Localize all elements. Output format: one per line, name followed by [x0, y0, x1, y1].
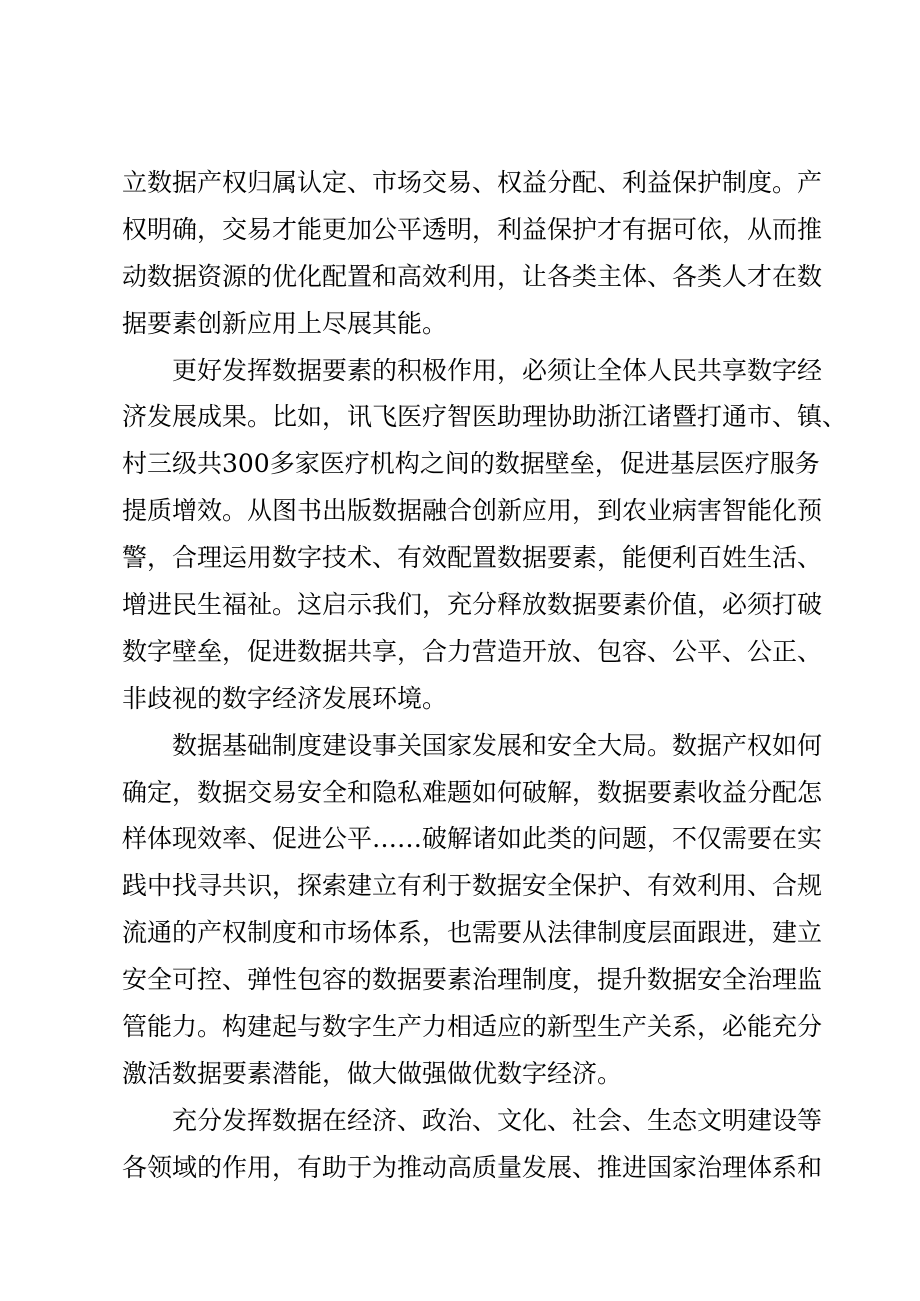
text-line: 流通的产权制度和市场体系，也需要从法律制度层面跟进，建立: [122, 918, 823, 948]
text-line: 权明确，交易才能更加公平透明，利益保护才有据可依，从而推: [122, 214, 823, 244]
text-line: 动数据资源的优化配置和高效利用，让各类主体、各类人才在数: [122, 261, 823, 291]
text-line: 样体现效率、促进公平……破解诸如此类的问题，不仅需要在实: [122, 824, 823, 854]
body-text: [122, 160, 848, 1192]
text-line: 据要素创新应用上尽展其能。: [122, 308, 448, 338]
text-line: 济发展成果。比如，讯飞医疗智医助理协助浙江诸暨打通市、镇、: [122, 402, 848, 432]
paragraph-first-line: 数据基础制度建设事关国家发展和安全大局。数据产权如何: [172, 730, 823, 760]
paragraph-first-line: 更好发挥数据要素的积极作用，必须让全体人民共享数字经: [172, 355, 823, 385]
text-line: 数字壁垒，促进数据共享，合力营造开放、包容、公平、公正、: [122, 636, 823, 666]
text-line: 激活数据要素潜能，做大做强做优数字经济。: [122, 1058, 623, 1088]
text-line: 警，合理运用数字技术、有效配置数据要素，能便利百姓生活、: [122, 543, 823, 573]
text-line: 提质增效。从图书出版数据融合创新应用，到农业病害智能化预: [122, 496, 823, 526]
text-line: 立数据产权归属认定、市场交易、权益分配、利益保护制度。产: [122, 168, 823, 197]
text-line: 管能力。构建起与数字生产力相适应的新型生产关系，必能充分: [122, 1012, 823, 1042]
paragraph-first-line: 充分发挥数据在经济、政治、文化、社会、生态文明建设等: [172, 1105, 823, 1135]
text-line: 安全可控、弹性包容的数据要素治理制度，提升数据安全治理监: [122, 965, 823, 995]
text-line: 践中找寻共识，探索建立有利于数据安全保护、有效利用、合规: [122, 871, 823, 901]
text-line: 村三级共300多家医疗机构之间的数据壁垒，促进基层医疗服务: [122, 449, 820, 479]
text-line: 增进民生福祉。这启示我们，充分释放数据要素价值，必须打破: [122, 590, 823, 620]
text-line: 确定，数据交易安全和隐私难题如何破解，数据要素收益分配怎: [122, 777, 823, 807]
text-line: 各领域的作用，有助于为推动高质量发展、推进国家治理体系和: [122, 1152, 823, 1182]
text-line: 非歧视的数字经济发展环境。: [122, 683, 448, 713]
